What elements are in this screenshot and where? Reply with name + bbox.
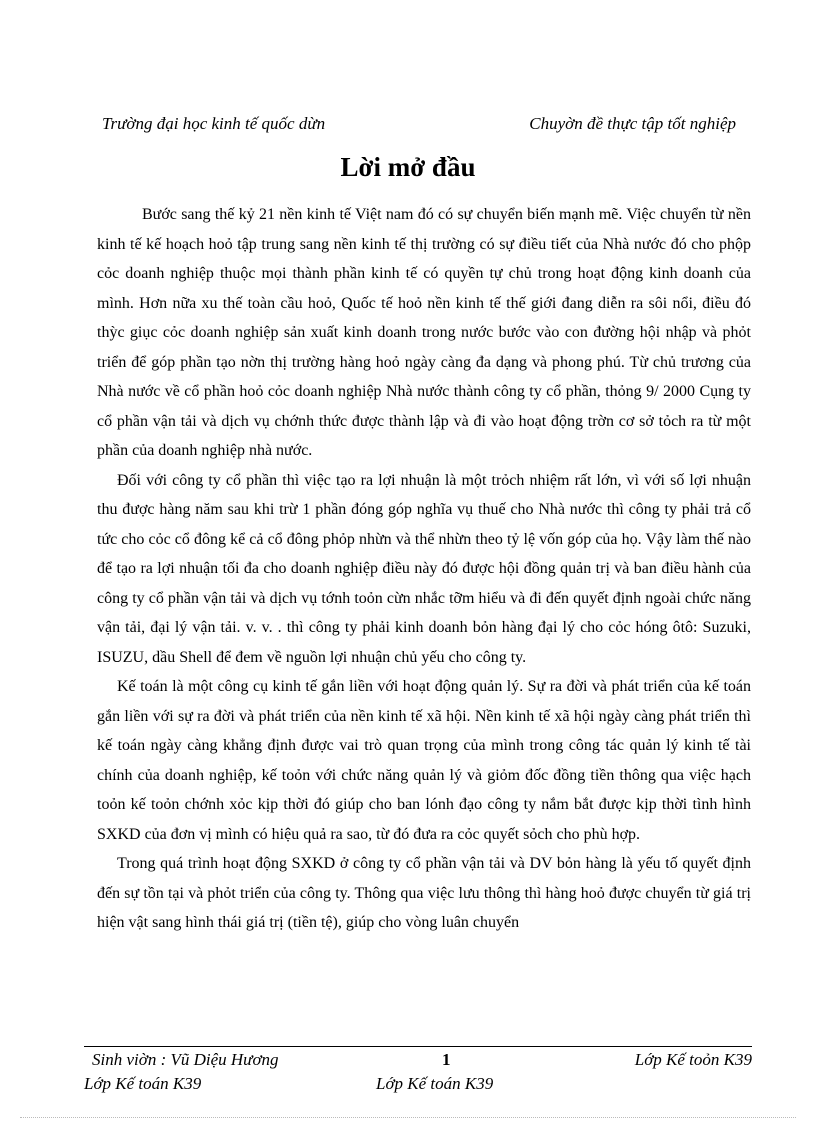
paragraph: Bước sang thế kỷ 21 nền kinh tế Việt nam đó có sự chuyển biến mạnh mẽ. Việc chuyển từ nền kinh tế kế hoạch hoỏ tập trung sang nền kinh tế thị trường có sự điều tiết của Nhà nước đó cho phộp cỏc doanh nghiệp thuộc mọi thành phần kinh tế có quyền tự chủ trong hoạt động kinh doanh của mình. Hơn nữa xu thế toàn cầu hoỏ, Quốc tế hoỏ nền kinh tế thế giới đang diễn ra sôi nổi, điều đó thỳc giục cỏc doanh nghiệp sản xuất kinh doanh trong nước bước vào con đường hội nhập và phỏt triển để góp phần tạo nờn thị trường hàng hoỏ ngày càng đa dạng và phong phú. Từ chủ trương của Nhà nước về cổ phần hoỏ cỏc doanh nghiệp Nhà nước thành công ty cổ phần, thỏng 9/ 2000 Cụng ty cổ phần vận tải và dịch vụ chớnh thức được thành lập và đi vào hoạt động trờn cơ sở tỏch ra từ một phần của doanh nghiệp nhà nước. [97,206,751,459]
footer-class: Lớp Kế toỏn K39 [634,1050,752,1069]
footer-class-left: Lớp Kế toán K39 [84,1074,202,1093]
page-bottom-dotted-line [20,1117,796,1118]
footer-divider [84,1046,752,1047]
page-header [102,114,736,138]
paragraph: Đối với công ty cổ phần thì việc tạo ra lợi nhuận là một trỏch nhiệm rất lớn, vì với số lợi nhuận thu được hàng năm sau khi trừ 1 phần đóng góp nghĩa vụ thuế cho Nhà nước thì công ty phải trả cổ tức cho cỏc cổ đông kể cả cổ đông phỏp nhừn và thể nhừn theo tỷ lệ vốn góp của họ. Vậy làm thế nào để tạo ra lợi nhuận tối đa cho doanh nghiệp điều này đó được hội đồng quản trị và ban điều hành của công ty cổ phần vận tải và dịch vụ tớnh toỏn cừn nhắc tỡm hiểu và đi đến quyết định ngoài chức năng vận tải, đại lý vận tải. v. v. . thì công ty phải kinh doanh bỏn hàng đại lý cho cỏc hóng ôtô: Suzuki, ISUZU, dầu Shell để đem về nguồn lợi nhuận chủ yếu cho công ty. [97,471,751,666]
paragraph: Trong quá trình hoạt động SXKD ở công ty cổ phần vận tải và DV bỏn hàng là yếu tố quyết định đến sự tồn tại và phỏt triển của công ty. Thông qua việc lưu thông thì hàng hoỏ được chuyển từ giá trị hiện vật sang hình thái giá trị (tiền tệ), giúp cho vòng luân chuyển [97,855,751,931]
document-body [97,200,751,938]
header-report-type: Chuyờn đề thực tập tốt nghiệp [529,114,736,133]
page-number: 1 [442,1050,451,1069]
footer-student-name: Sinh viờn : Vũ Diệu Hương [92,1050,279,1069]
paragraph: Kế toán là một công cụ kinh tế gắn liền với hoạt động quản lý. Sự ra đời và phát triển của kế toán gắn liền với sự ra đời và phát triển của nền kinh tế xã hội. Nền kinh tế xã hội ngày càng phát triển thì kế toán ngày càng khẳng định được vai trò quan trọng của mình trong công tác quản lý kinh tế tài chính của doanh nghiệp, kế toỏn với chức năng quản lý và giỏm đốc đồng tiền thông qua việc hạch toỏn kế toỏn chớnh xỏc kịp thời đó giúp cho ban lónh đạo công ty nắm bắt được kịp thời tình hình SXKD của đơn vị mình có hiệu quả ra sao, từ đó đưa ra cỏc quyết sỏch cho phù hợp. [97,678,751,843]
footer-class-center: Lớp Kế toán K39 [376,1074,494,1093]
page-footer [84,1050,752,1100]
page-title: Lời mở đầu [340,152,476,182]
header-university: Trường đại học kinh tế quốc dừn [102,114,326,133]
